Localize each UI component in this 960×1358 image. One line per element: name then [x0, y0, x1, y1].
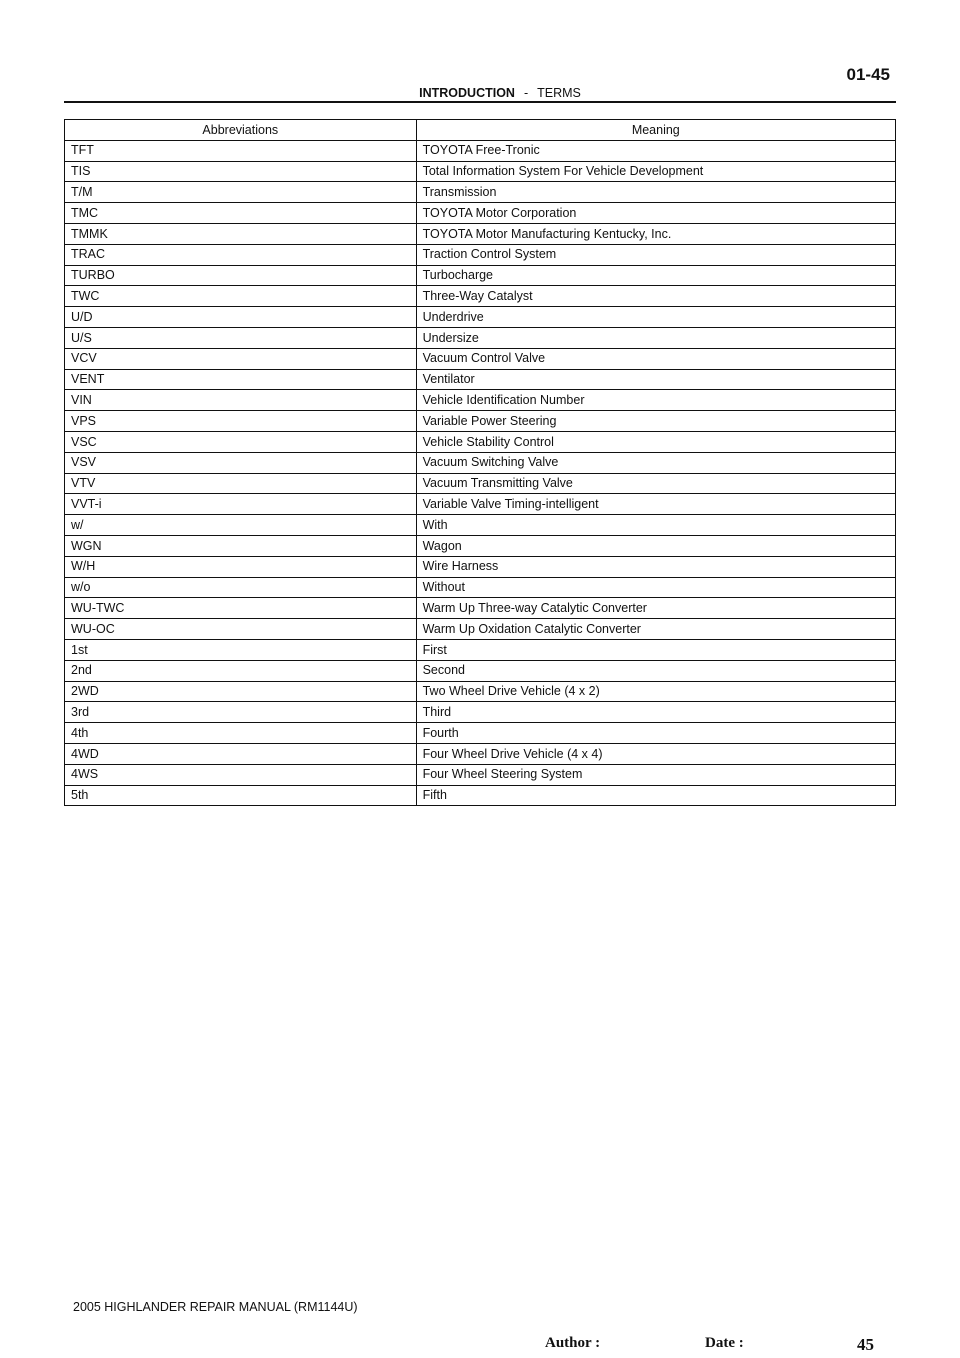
table-header-row	[65, 120, 896, 141]
abbreviation-cell: VVT-i	[65, 494, 417, 515]
meaning-cell: Vacuum Control Valve	[416, 348, 895, 369]
table-row	[65, 348, 896, 369]
table-row	[65, 431, 896, 452]
abbreviation-cell: WGN	[65, 535, 417, 556]
meaning-cell: Fifth	[416, 785, 895, 806]
abbreviation-cell: TFT	[65, 140, 417, 161]
meaning-cell: Warm Up Three-way Catalytic Converter	[416, 598, 895, 619]
meaning-cell: Ventilator	[416, 369, 895, 390]
meaning-cell: TOYOTA Motor Corporation	[416, 203, 895, 224]
table-row	[65, 223, 896, 244]
table-row	[65, 619, 896, 640]
table-row	[65, 327, 896, 348]
abbreviation-cell: 5th	[65, 785, 417, 806]
abbreviation-cell: TIS	[65, 161, 417, 182]
table-row	[65, 702, 896, 723]
meaning-cell: TOYOTA Free-Tronic	[416, 140, 895, 161]
abbreviation-cell: W/H	[65, 556, 417, 577]
footer-page-number: 45	[857, 1335, 874, 1354]
table-row	[65, 535, 896, 556]
abbreviation-cell: TURBO	[65, 265, 417, 286]
abbreviation-cell: VSC	[65, 431, 417, 452]
abbreviation-cell: WU-OC	[65, 619, 417, 640]
meaning-cell: Vehicle Stability Control	[416, 431, 895, 452]
meaning-cell: Variable Power Steering	[416, 411, 895, 432]
meaning-cell: Four Wheel Steering System	[416, 764, 895, 785]
abbreviation-cell: WU-TWC	[65, 598, 417, 619]
abbreviation-cell: 3rd	[65, 702, 417, 723]
abbreviation-cell: w/o	[65, 577, 417, 598]
meaning-cell: Transmission	[416, 182, 895, 203]
abbreviation-cell: VENT	[65, 369, 417, 390]
table-row	[65, 577, 896, 598]
table-row	[65, 660, 896, 681]
table-row	[65, 556, 896, 577]
table-row	[65, 723, 896, 744]
abbreviations-table	[64, 119, 896, 806]
meaning-cell: Vacuum Switching Valve	[416, 452, 895, 473]
table-row	[65, 515, 896, 536]
abbreviation-cell: TWC	[65, 286, 417, 307]
table-row	[65, 286, 896, 307]
table-row	[65, 473, 896, 494]
abbreviation-cell: VCV	[65, 348, 417, 369]
table-row	[65, 161, 896, 182]
date-label: Date :	[705, 1335, 744, 1351]
meaning-cell: First	[416, 639, 895, 660]
abbreviation-cell: 2WD	[65, 681, 417, 702]
abbreviation-cell: 4WD	[65, 743, 417, 764]
meaning-cell: Turbocharge	[416, 265, 895, 286]
meaning-cell: Four Wheel Drive Vehicle (4 x 4)	[416, 743, 895, 764]
column-header-abbreviations: Abbreviations	[65, 120, 417, 141]
subsection-title: TERMS	[537, 86, 581, 100]
meaning-cell: Undersize	[416, 327, 895, 348]
table-row	[65, 369, 896, 390]
abbreviation-cell: VPS	[65, 411, 417, 432]
column-header-meaning: Meaning	[416, 120, 895, 141]
table-row	[65, 494, 896, 515]
abbreviation-cell: T/M	[65, 182, 417, 203]
table-row	[65, 244, 896, 265]
meaning-cell: Three-Way Catalyst	[416, 286, 895, 307]
table-row	[65, 140, 896, 161]
abbreviation-cell: TRAC	[65, 244, 417, 265]
page-number: 01-45	[846, 65, 890, 84]
header-rule	[64, 101, 896, 103]
table-row	[65, 265, 896, 286]
abbreviation-cell: VIN	[65, 390, 417, 411]
table-row	[65, 411, 896, 432]
meaning-cell: Wire Harness	[416, 556, 895, 577]
meaning-cell: Traction Control System	[416, 244, 895, 265]
table-row	[65, 639, 896, 660]
meaning-cell: Third	[416, 702, 895, 723]
table-body	[65, 140, 896, 806]
abbreviation-cell: 4th	[65, 723, 417, 744]
abbreviation-cell: 2nd	[65, 660, 417, 681]
abbreviation-cell: VTV	[65, 473, 417, 494]
table-row	[65, 182, 896, 203]
meaning-cell: Warm Up Oxidation Catalytic Converter	[416, 619, 895, 640]
meaning-cell: Underdrive	[416, 307, 895, 328]
meaning-cell: Vacuum Transmitting Valve	[416, 473, 895, 494]
abbreviation-cell: VSV	[65, 452, 417, 473]
abbreviation-cell: U/S	[65, 327, 417, 348]
abbreviation-cell: 4WS	[65, 764, 417, 785]
meaning-cell: Wagon	[416, 535, 895, 556]
table-row	[65, 307, 896, 328]
meaning-cell: Variable Valve Timing-intelligent	[416, 494, 895, 515]
abbreviation-cell: U/D	[65, 307, 417, 328]
table-row	[65, 390, 896, 411]
table-row	[65, 743, 896, 764]
table-row	[65, 681, 896, 702]
meaning-cell: Without	[416, 577, 895, 598]
meaning-cell: With	[416, 515, 895, 536]
table-row	[65, 764, 896, 785]
table-row	[65, 452, 896, 473]
abbreviation-cell: TMMK	[65, 223, 417, 244]
meaning-cell: Fourth	[416, 723, 895, 744]
meaning-cell: Two Wheel Drive Vehicle (4 x 2)	[416, 681, 895, 702]
meaning-cell: Vehicle Identification Number	[416, 390, 895, 411]
meaning-cell: Total Information System For Vehicle Development	[416, 161, 895, 182]
meaning-cell: Second	[416, 660, 895, 681]
table-row	[65, 598, 896, 619]
table-row	[65, 203, 896, 224]
section-title: INTRODUCTION	[419, 86, 515, 100]
manual-title: 2005 HIGHLANDER REPAIR MANUAL (RM1144U)	[73, 1300, 358, 1314]
author-label: Author :	[545, 1335, 601, 1351]
header-separator: -	[523, 86, 529, 100]
abbreviation-cell: TMC	[65, 203, 417, 224]
meaning-cell: TOYOTA Motor Manufacturing Kentucky, Inc.	[416, 223, 895, 244]
table-row	[65, 785, 896, 806]
abbreviation-cell: w/	[65, 515, 417, 536]
running-header	[65, 86, 895, 100]
abbreviation-cell: 1st	[65, 639, 417, 660]
